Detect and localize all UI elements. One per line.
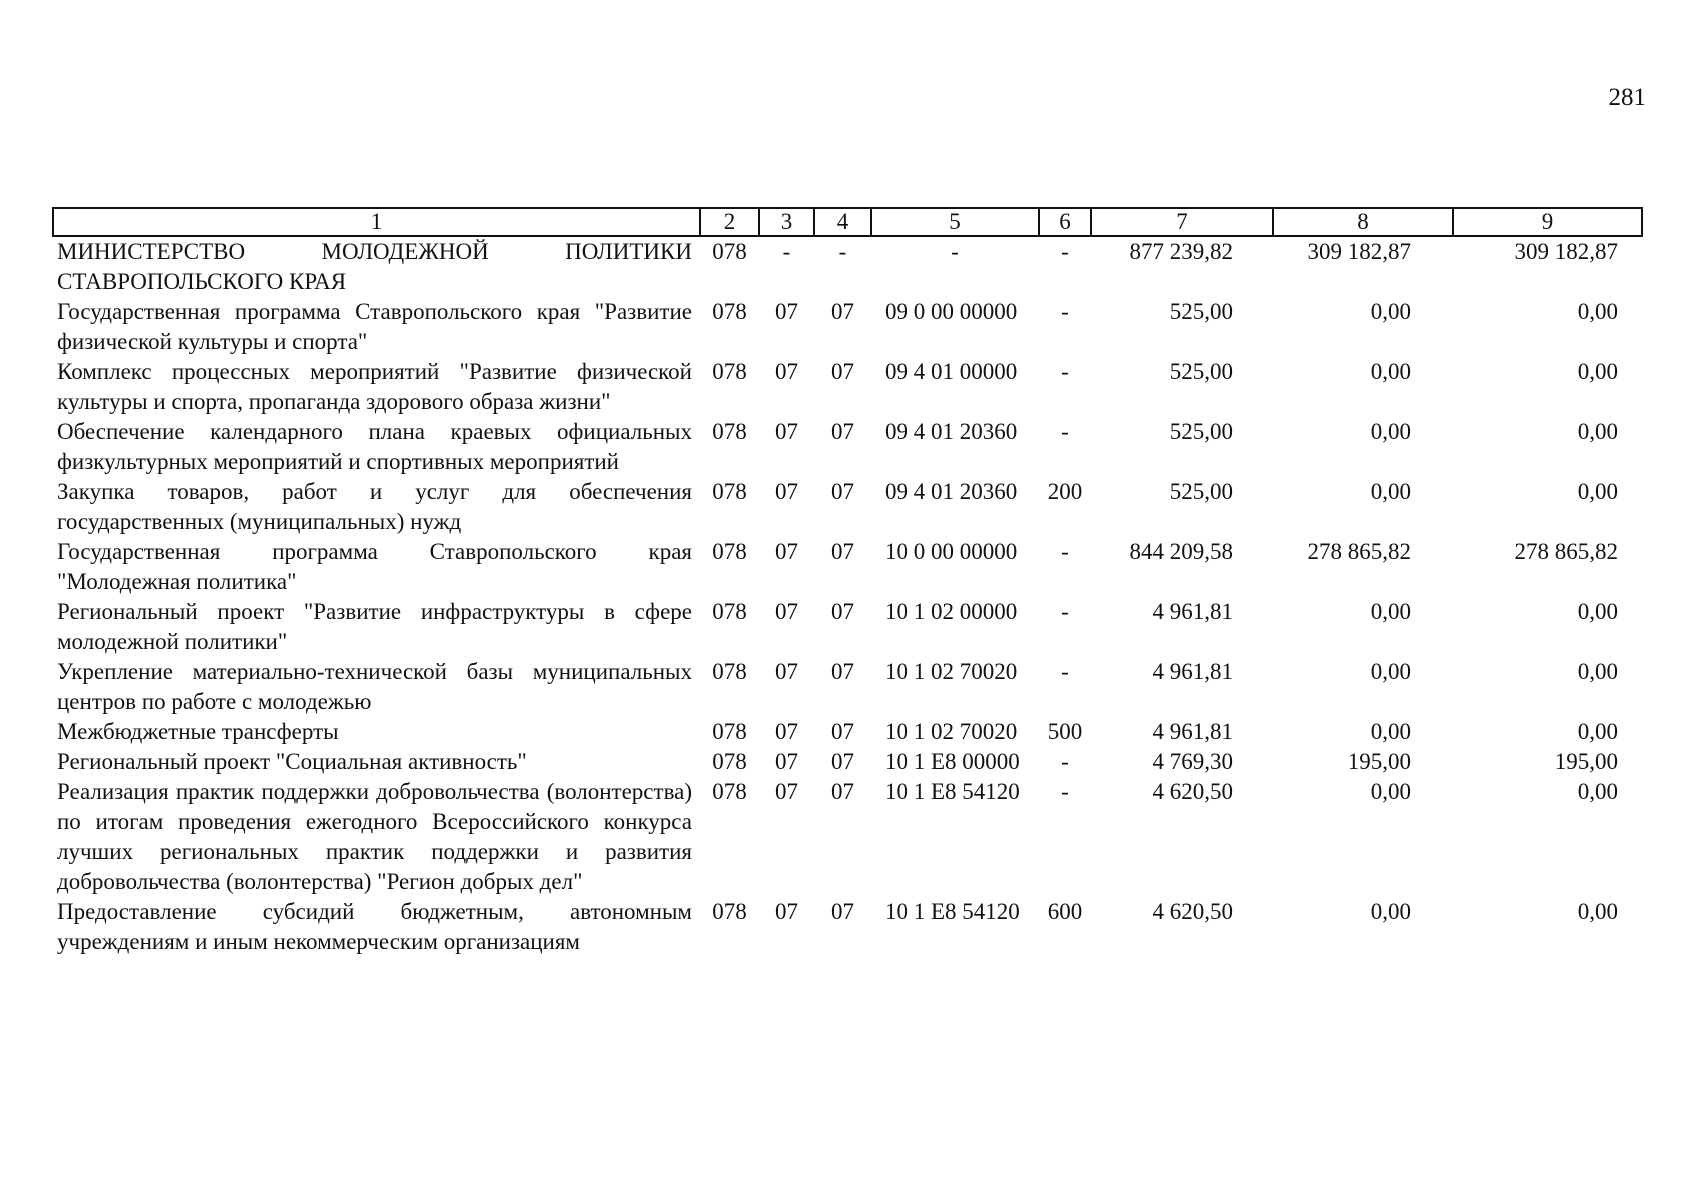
row-col-5: 09 4 01 00000: [885, 359, 1018, 384]
row-col-3: 07: [775, 659, 798, 684]
row-col-8: 0,00: [1370, 599, 1411, 624]
row-col-7: 4 961,81: [1152, 659, 1233, 684]
row-col-5: 10 1 E8 54120: [885, 899, 1020, 924]
row-col-7: 4 961,81: [1152, 599, 1233, 624]
row-col-3: 07: [775, 719, 798, 744]
row-col-7: 525,00: [1169, 359, 1233, 384]
row-col-3: 07: [775, 359, 798, 384]
row-col-4: 07: [831, 479, 854, 504]
row-col-6: -: [1061, 359, 1069, 384]
row-col-8: 309 182,87: [1307, 239, 1411, 264]
row-name: Государственная программа Ставропольского края "Молодежная политика": [57, 539, 692, 594]
row-col-6: -: [1061, 599, 1069, 624]
row-col-3: 07: [775, 419, 798, 444]
row-col-4: 07: [831, 779, 854, 804]
row-col-2: 078: [712, 899, 747, 924]
row-col-9: 0,00: [1577, 659, 1618, 684]
row-col-3: 07: [775, 299, 798, 324]
table-row: [53, 537, 1642, 597]
row-col-4: 07: [831, 299, 854, 324]
row-col-2: 078: [712, 419, 747, 444]
row-col-8: 195,00: [1347, 749, 1411, 774]
row-col-5: 10 1 02 00000: [885, 599, 1018, 624]
row-col-4: 07: [831, 899, 854, 924]
row-col-7: 877 239,82: [1129, 239, 1233, 264]
row-col-6: 500: [1047, 719, 1083, 744]
row-col-4: 07: [831, 539, 854, 564]
row-col-4: 07: [831, 749, 854, 774]
row-col-2: 078: [712, 539, 747, 564]
row-col-9: 0,00: [1577, 719, 1618, 744]
row-col-2: 078: [712, 479, 747, 504]
row-name: Региональный проект "Социальная активность": [57, 749, 527, 774]
row-col-5: 09 0 00 00000: [885, 299, 1018, 324]
row-name: МИНИСТЕРСТВО МОЛОДЕЖНОЙ ПОЛИТИКИ СТАВРОПОЛЬСКОГО КРАЯ: [57, 239, 692, 294]
table-row: [53, 657, 1642, 717]
row-col-5: 10 1 E8 00000: [885, 749, 1020, 774]
row-col-4: 07: [831, 359, 854, 384]
row-col-8: 0,00: [1370, 719, 1411, 744]
row-col-2: 078: [712, 359, 747, 384]
table-row: [53, 297, 1642, 357]
table-row: [53, 717, 1642, 747]
row-name: Комплекс процессных мероприятий "Развитие физической культуры и спорта, пропаганда здорового образа жизни": [57, 359, 692, 414]
row-col-4: 07: [831, 599, 854, 624]
row-col-3: 07: [775, 539, 798, 564]
row-col-2: 078: [712, 239, 747, 264]
row-col-9: 0,00: [1577, 419, 1618, 444]
table-row: [53, 747, 1642, 777]
row-col-6: -: [1061, 419, 1069, 444]
row-name: Укрепление материально-технической базы муниципальных центров по работе с молодежью: [57, 659, 692, 714]
budget-table: [52, 207, 1643, 957]
row-col-5: 10 1 E8 54120: [885, 779, 1020, 804]
row-col-3: 07: [775, 779, 798, 804]
row-col-6: -: [1061, 539, 1069, 564]
row-col-4: -: [838, 239, 847, 264]
row-col-5: 09 4 01 20360: [885, 479, 1018, 504]
row-col-7: 525,00: [1169, 419, 1233, 444]
row-col-2: 078: [712, 659, 747, 684]
column-header-7: 7: [1091, 208, 1273, 236]
row-col-7: 844 209,58: [1129, 539, 1233, 564]
row-col-2: 078: [712, 599, 747, 624]
table-row: [53, 897, 1642, 957]
row-name: Региональный проект "Развитие инфраструктуры в сфере молодежной политики": [57, 599, 692, 654]
row-col-6: -: [1061, 749, 1069, 774]
row-col-8: 0,00: [1370, 359, 1411, 384]
row-col-5: 10 1 02 70020: [885, 659, 1018, 684]
row-col-8: 0,00: [1370, 659, 1411, 684]
row-col-3: 07: [775, 599, 798, 624]
row-col-2: 078: [712, 299, 747, 324]
row-col-5: -: [951, 239, 959, 264]
table-row: [53, 777, 1642, 897]
row-col-6: 200: [1047, 479, 1083, 504]
row-col-7: 525,00: [1169, 299, 1233, 324]
row-col-2: 078: [712, 719, 747, 744]
row-col-5: 09 4 01 20360: [885, 419, 1018, 444]
row-col-9: 0,00: [1577, 299, 1618, 324]
row-col-7: 4 769,30: [1152, 749, 1233, 774]
row-col-9: 0,00: [1577, 599, 1618, 624]
row-col-6: -: [1061, 659, 1069, 684]
row-col-9: 309 182,87: [1514, 239, 1618, 264]
row-name: Закупка товаров, работ и услуг для обеспечения государственных (муниципальных) нужд: [57, 479, 692, 534]
column-header-2: 2: [700, 208, 759, 236]
row-col-8: 0,00: [1370, 299, 1411, 324]
column-header-5: 5: [871, 208, 1039, 236]
row-col-3: 07: [775, 479, 798, 504]
column-header-6: 6: [1039, 208, 1091, 236]
row-col-8: 0,00: [1370, 779, 1411, 804]
table-row: [53, 477, 1642, 537]
table-row: [53, 597, 1642, 657]
column-header-8: 8: [1273, 208, 1453, 236]
row-col-9: 0,00: [1577, 779, 1618, 804]
row-col-2: 078: [712, 749, 747, 774]
row-col-4: 07: [831, 719, 854, 744]
row-col-8: 0,00: [1370, 899, 1411, 924]
row-col-7: 4 620,50: [1152, 779, 1233, 804]
table-row: [53, 417, 1642, 477]
row-name: Межбюджетные трансферты: [57, 719, 339, 744]
row-col-9: 278 865,82: [1514, 539, 1618, 564]
page-number: 281: [1608, 84, 1646, 111]
row-name: Предоставление субсидий бюджетным, автономным учреждениям и иным некоммерческим организациям: [57, 899, 692, 954]
table-row: [53, 357, 1642, 417]
row-col-9: 0,00: [1577, 479, 1618, 504]
column-header-3: 3: [759, 208, 814, 236]
row-col-6: -: [1061, 779, 1069, 804]
row-col-5: 10 1 02 70020: [885, 719, 1018, 744]
table-row: [53, 236, 1642, 297]
row-col-3: 07: [775, 749, 798, 774]
row-col-9: 0,00: [1577, 359, 1618, 384]
row-col-7: 4 961,81: [1152, 719, 1233, 744]
column-header-4: 4: [814, 208, 871, 236]
row-col-8: 278 865,82: [1307, 539, 1411, 564]
row-col-9: 195,00: [1554, 749, 1618, 774]
row-col-3: 07: [775, 899, 798, 924]
row-col-8: 0,00: [1370, 419, 1411, 444]
row-col-9: 0,00: [1577, 899, 1618, 924]
column-header-1: 1: [53, 208, 700, 236]
row-name: Государственная программа Ставропольского края "Развитие физической культуры и спорта": [57, 299, 692, 354]
column-header-9: 9: [1453, 208, 1642, 236]
row-col-6: 600: [1047, 899, 1083, 924]
row-col-6: -: [1061, 299, 1069, 324]
row-col-4: 07: [831, 419, 854, 444]
row-col-7: 4 620,50: [1152, 899, 1233, 924]
row-col-6: -: [1061, 239, 1069, 264]
row-name: Реализация практик поддержки добровольчества (волонтерства) по итогам проведения ежегодного Всероссийского конкурса лучших региональных практик поддержки и развития добровольчества (волонтерства) "Регион добрых дел": [57, 779, 692, 894]
row-col-7: 525,00: [1169, 479, 1233, 504]
row-col-5: 10 0 00 00000: [885, 539, 1018, 564]
row-col-4: 07: [831, 659, 854, 684]
header-row: [53, 208, 1642, 236]
row-col-3: -: [782, 239, 791, 264]
row-name: Обеспечение календарного плана краевых официальных физкультурных мероприятий и спортивных мероприятий: [57, 419, 692, 474]
row-col-2: 078: [712, 779, 747, 804]
row-col-8: 0,00: [1370, 479, 1411, 504]
